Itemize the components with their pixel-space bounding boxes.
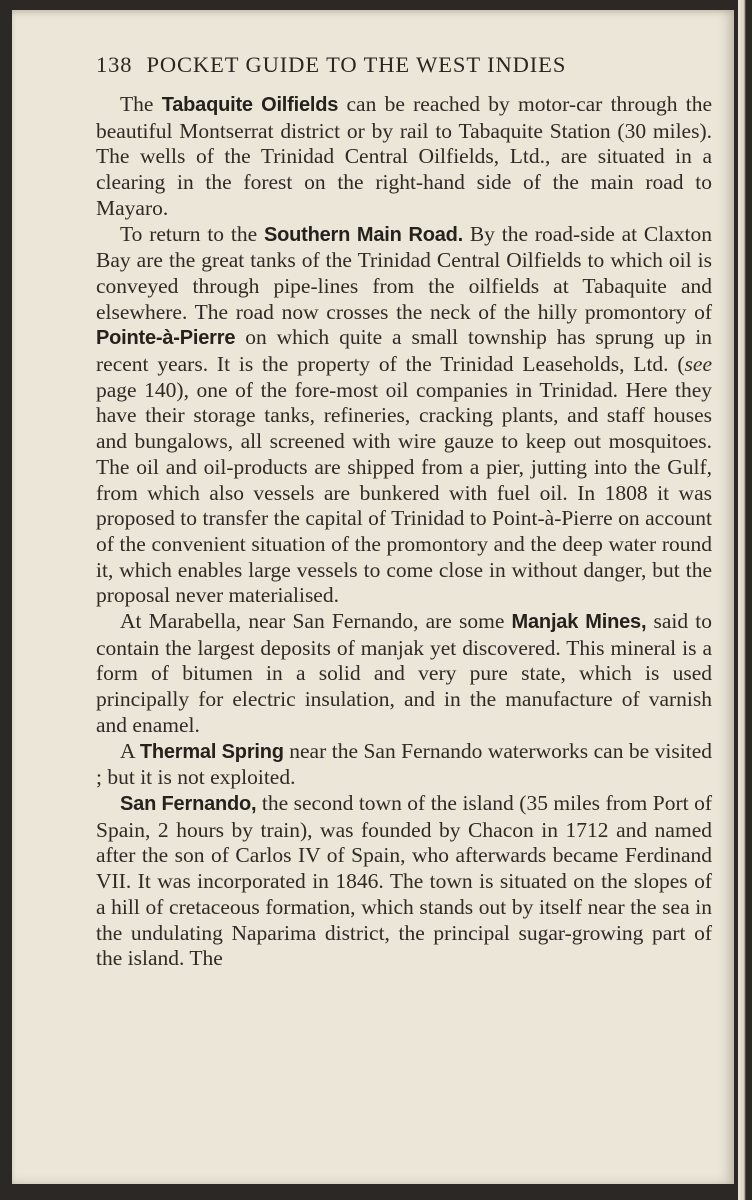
paragraph xyxy=(96,222,712,610)
bold-term: Manjak Mines, xyxy=(511,611,647,634)
bold-term: Tabaquite Oilfields xyxy=(161,94,339,116)
paragraph xyxy=(96,739,712,791)
italic-text: see xyxy=(684,352,712,377)
text-run: At Marabella, near San Fernando, are some xyxy=(120,609,512,634)
bold-term: San Fernando, xyxy=(120,792,257,815)
body-text xyxy=(96,92,712,972)
page-edge-strip xyxy=(734,0,752,1200)
running-title: POCKET GUIDE TO THE WEST INDIES xyxy=(146,52,567,77)
text-run: the second town of the island (35 miles from Port of Spain, 2 hours by train), was founded by Chacon in 1712 and named after the son of Carlos IV of Spain, who afterwards became Ferdinand VII. It was incorporated in 1846. The town is situated on the slopes of a hill of cretaceous formation, which stands out by itself near the sea in the undulating Naparima district, the principal sugar-growing part of the island. The xyxy=(96,790,712,971)
text-run: said to contain the largest deposits of manjak yet discovered. This mineral is a form of bitumen in a solid and very pure state, which is used principally for electric insulation, and in the manufacture of varnish and enamel. xyxy=(96,609,712,737)
paragraph xyxy=(96,791,712,972)
text-run: To return to the xyxy=(120,221,264,246)
text-run: page 140), one of the fore-most oil companies in Trinidad. Here they have their storage tanks, refineries, cracking plants, and staff houses and bungalows, all screened with wire gauze to keep out mosquitoes. The oil and oil-products are shipped from a pier, jutting into the Gulf, from which also vessels are bunkered with fuel oil. In 1808 it was proposed to transfer the capital of Trinidad to Point-à-Pierre on account of the convenient situation of the promontory and the deep water round it, which enables large vessels to come close in without danger, but the proposal never materialised. xyxy=(96,377,712,608)
text-run: can be reached by motor-car through the beautiful Montserrat district or by rail to Tabaquite Station (30 miles). The wells of the Trinidad Central Oilfields, Ltd., are situated in a clearing in the forest on the right-hand side of the main road to Mayaro. xyxy=(96,92,712,220)
bold-term: Thermal Spring xyxy=(139,740,284,763)
text-run: near the San Fernando waterworks can be visited ; but it is not exploited. xyxy=(96,738,712,790)
text-run: The xyxy=(120,92,162,116)
running-header xyxy=(96,52,662,78)
paragraph xyxy=(96,609,712,739)
bold-term: Southern Main Road. xyxy=(263,223,464,246)
text-run: A xyxy=(120,738,140,763)
page-number: 138 xyxy=(96,52,133,77)
text-run: on which quite a small township has sprung up in recent years. It is the property of the Trinidad Leaseholds, Ltd. ( xyxy=(96,325,712,377)
paragraph xyxy=(96,92,712,222)
text-run: By the road-side at Claxton Bay are the great tanks of the Trinidad Central Oilfields to which oil is conveyed through pipe-lines from the oilfields at Tabaquite and elsewhere. The road now crosses the neck of the hilly promontory of xyxy=(96,221,712,324)
bold-term: Pointe-à-Pierre xyxy=(96,327,236,350)
